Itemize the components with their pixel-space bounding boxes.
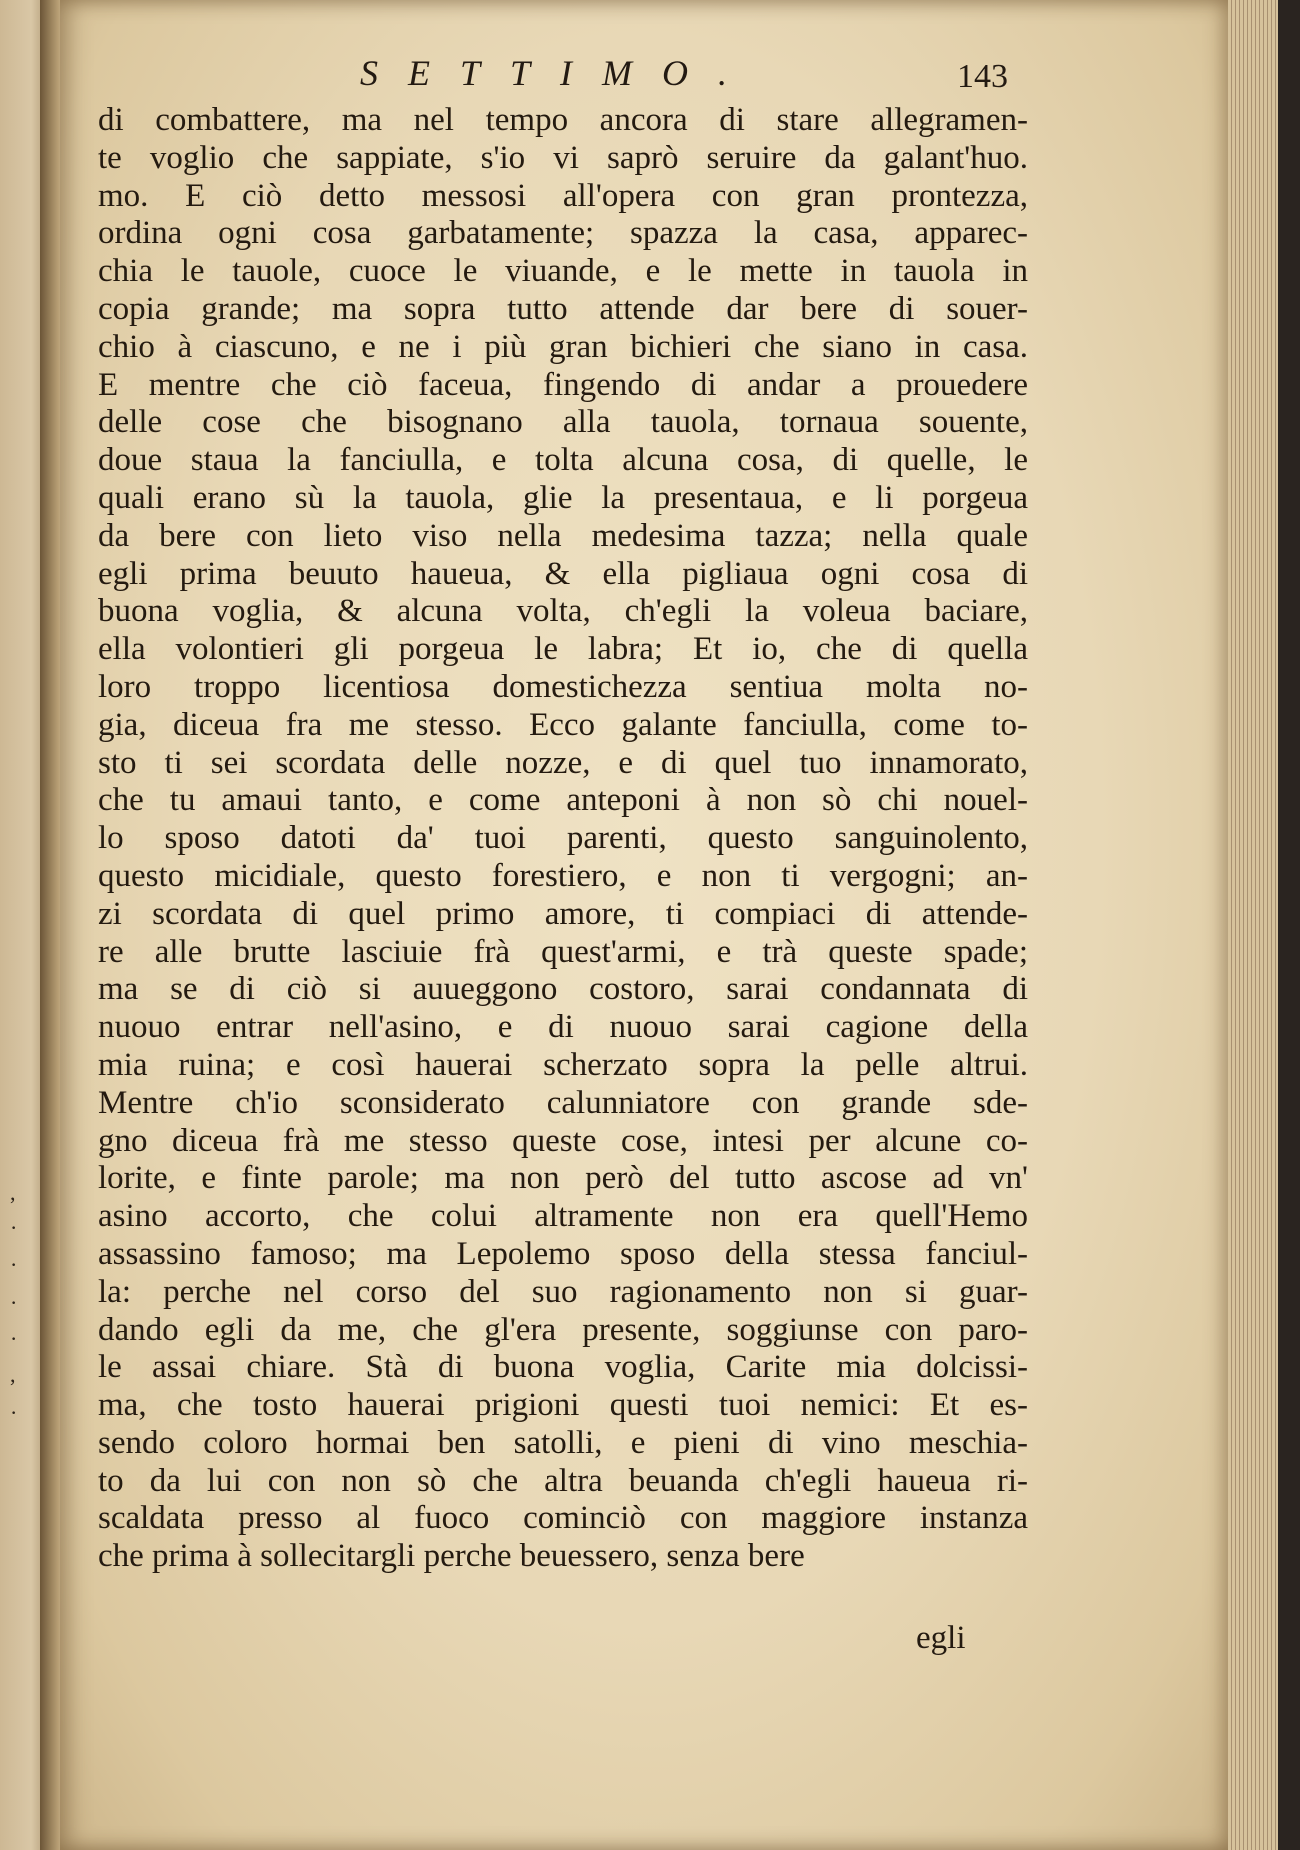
page-number: 143 [957, 58, 1008, 95]
margin-mark: , [10, 1362, 16, 1387]
text-line: che tu amaui tanto, e come anteponi à non sò chi nouel- [98, 782, 1028, 819]
text-line: te voglio che sappiate, s'io vi saprò seruire da galant'huo. [98, 139, 1028, 176]
text-line: ma se di ciò si auueggono costoro, sarai condannata di [98, 971, 1028, 1008]
text-line: di combattere, ma nel tempo ancora di stare allegramen- [98, 102, 1028, 138]
text-line: chio à ciascuno, e ne i più gran bichieri che siano in casa. [98, 328, 1028, 365]
margin-mark: · [10, 1400, 18, 1425]
margin-mark: , [10, 1180, 16, 1205]
catchword: egli [916, 1620, 966, 1656]
text-line: loro troppo licentiosa domestichezza sentiua molta no- [98, 668, 1028, 705]
margin-mark: · [10, 1215, 18, 1240]
text-line: egli prima beuuto haueua, & ella pigliaua ogni cosa di [98, 555, 1028, 592]
text-line: sendo coloro hormai ben satolli, e pieni di vino meschia- [98, 1424, 1028, 1461]
text-line: ma, che tosto hauerai prigioni questi tuoi nemici: Et es- [98, 1387, 1028, 1424]
text-line: buona voglia, & alcuna volta, ch'egli la voleua baciare, [98, 593, 1028, 630]
margin-mark: · [10, 1290, 18, 1315]
text-line: lo sposo datoti da' tuoi parenti, questo sanguinolento, [98, 820, 1028, 857]
text-line: chia le tauole, cuoce le viuande, e le mette in tauola in [98, 253, 1028, 290]
text-line: re alle brutte lasciuie frà quest'armi, e trà queste spade; [98, 933, 1028, 970]
text-line: ordina ogni cosa garbatamente; spazza la casa, apparec- [98, 215, 1028, 252]
text-line: doue staua la fanciulla, e tolta alcuna cosa, di quelle, le [98, 442, 1028, 479]
text-line: questo micidiale, questo forestiero, e non ti vergogni; an- [98, 857, 1028, 894]
text-line: mo. E ciò detto messosi all'opera con gran prontezza, [98, 177, 1028, 214]
text-line: gno diceua frà me stesso queste cose, intesi per alcune co- [98, 1122, 1028, 1159]
text-line: gia, diceua fra me stesso. Ecco galante fanciulla, come to- [98, 706, 1028, 743]
text-line: quali erano sù la tauola, glie la presentaua, e li porgeua [98, 479, 1028, 516]
text-line: copia grande; ma sopra tutto attende dar bere di souer- [98, 290, 1028, 327]
text-line: che prima à sollecitargli perche beuessero, senza bere [98, 1538, 805, 1575]
text-line: assassino famoso; ma Lepolemo sposo della stessa fanciul- [98, 1235, 1028, 1272]
text-line: lorite, e finte parole; ma non però del tutto ascose ad vn' [98, 1160, 1028, 1197]
text-line: asino accorto, che colui altramente non era quell'Hemo [98, 1198, 1028, 1235]
text-line: Mentre ch'io sconsiderato calunniatore con grande sde- [98, 1084, 1028, 1121]
text-line: zi scordata di quel primo amore, ti compiaci di attende- [98, 895, 1028, 932]
text-line: to da lui con non sò che altra beuanda ch'egli haueua ri- [98, 1462, 1028, 1499]
text-line: sto ti sei scordata delle nozze, e di quel tuo innamorato, [98, 744, 1028, 781]
text-line: nuouo entrar nell'asino, e di nuouo sarai cagione della [98, 1009, 1028, 1046]
text-line: da bere con lieto viso nella medesima tazza; nella quale [98, 517, 1028, 554]
text-line: mia ruina; e così hauerai scherzato sopra la pelle altrui. [98, 1046, 1028, 1083]
page-edges [1228, 0, 1300, 1850]
text-line: E mentre che ciò faceua, fingendo di andar a prouedere [98, 366, 1028, 403]
margin-mark: · [10, 1326, 18, 1351]
text-line: la: perche nel corso del suo ragionamento non si guar- [98, 1273, 1028, 1310]
running-head: SETTIMO. [360, 53, 758, 93]
margin-mark: · [10, 1252, 18, 1277]
text-line: ella volontieri gli porgeua le labra; Et io, che di quella [98, 631, 1028, 668]
text-line: delle cose che bisognano alla tauola, tornaua souente, [98, 404, 1028, 441]
text-line: le assai chiare. Stà di buona voglia, Carite mia dolcissi- [98, 1349, 1028, 1386]
text-line: dando egli da me, che gl'era presente, soggiunse con paro- [98, 1311, 1028, 1348]
body-text [98, 102, 1028, 1576]
text-line: scaldata presso al fuoco cominciò con maggiore instanza [98, 1500, 1028, 1537]
facing-page-marks [10, 0, 40, 1850]
